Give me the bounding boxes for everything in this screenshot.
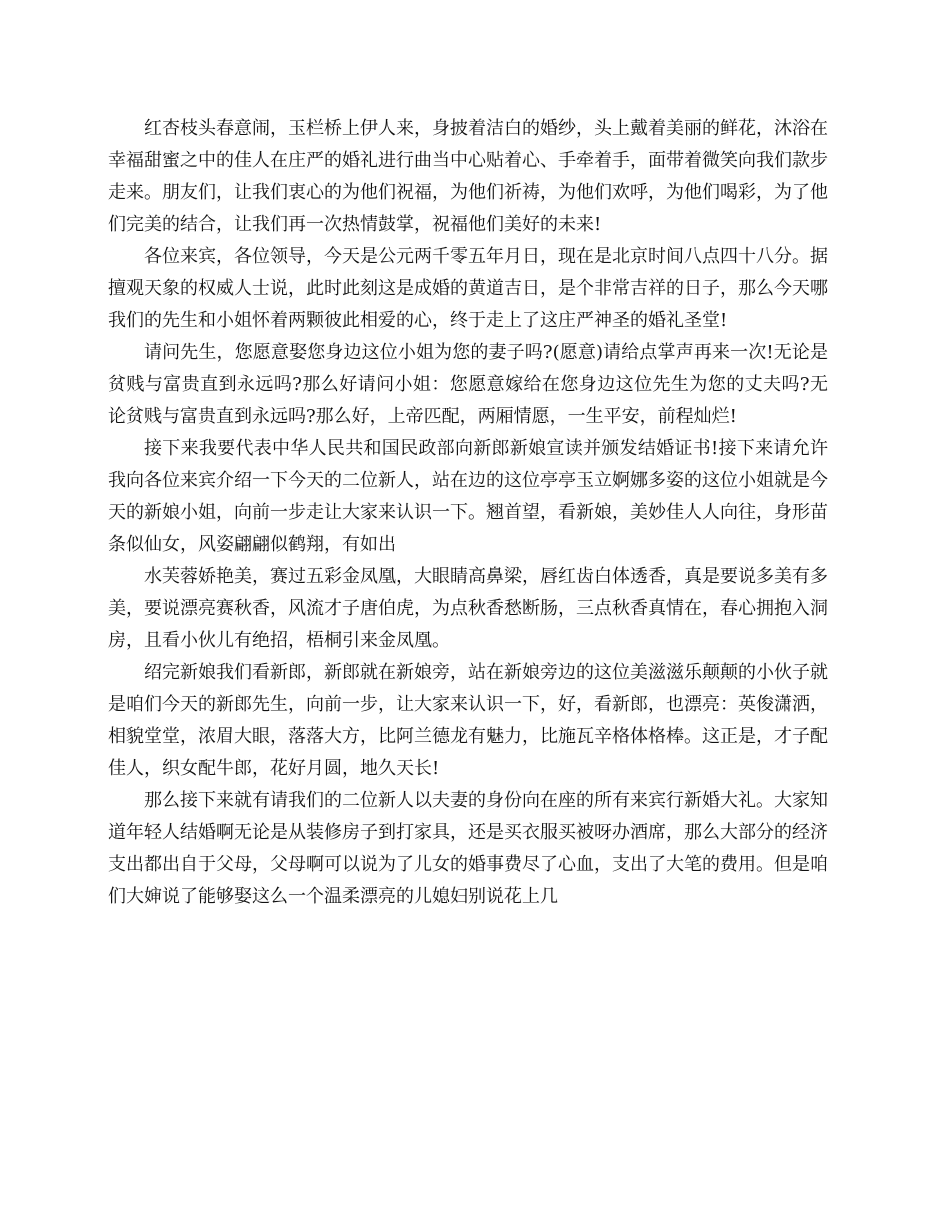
- paragraph-5: 水芙蓉娇艳美，赛过五彩金凤凰，大眼睛高鼻梁，唇红齿白体透香，真是要说多美有多美，要说漂亮赛秋香，风流才子唐伯虎，为点秋香愁断肠，三点秋香真情在，春心拥抱入洞房，且看小伙儿有绝招，梧桐引来金凤凰。: [108, 566, 828, 651]
- document-body: [108, 113, 828, 913]
- paragraph-1: 红杏枝头春意闹，玉栏桥上伊人来，身披着洁白的婚纱，头上戴着美丽的鲜花，沐浴在幸福甜蜜之中的佳人在庄严的婚礼进行曲当中心贴着心、手牵着手，面带着微笑向我们款步走来。朋友们，让我们衷心的为他们祝福，为他们祈祷，为他们欢呼，为他们喝彩，为了他们完美的结合，让我们再一次热情鼓掌，祝福他们美好的未来!: [108, 118, 828, 235]
- paragraph-7: 那么接下来就有请我们的二位新人以夫妻的身份向在座的所有来宾行新婚大礼。大家知道年轻人结婚啊无论是从装修房子到打家具，还是买衣服买被呀办酒席，那么大部分的经济支出都出自于父母，父母啊可以说为了儿女的婚事费尽了心血，支出了大笔的费用。但是咱们大婶说了能够娶这么一个温柔漂亮的儿媳妇别说花上几: [108, 790, 828, 907]
- paragraph-2: 各位来宾，各位领导，今天是公元两千零五年月日，现在是北京时间八点四十八分。据擅观天象的权威人士说，此时此刻这是成婚的黄道吉日，是个非常吉祥的日子，那么今天哪我们的先生和小姐怀着两颗彼此相爱的心，终于走上了这庄严神圣的婚礼圣堂!: [108, 246, 828, 331]
- paragraph-3: 请问先生，您愿意娶您身边这位小姐为您的妻子吗?(愿意)请给点掌声再来一次!无论是贫贱与富贵直到永远吗?那么好请问小姐：您愿意嫁给在您身边这位先生为您的丈夫吗?无论贫贱与富贵直到永远吗?那么好，上帝匹配，两厢情愿，一生平安，前程灿烂!: [108, 342, 828, 427]
- paragraph-6: 绍完新娘我们看新郎，新郎就在新娘旁，站在新娘旁边的这位美滋滋乐颠颠的小伙子就是咱们今天的新郎先生，向前一步，让大家来认识一下，好，看新郎，也漂亮：英俊潇洒，相貌堂堂，浓眉大眼，落落大方，比阿兰德龙有魅力，比施瓦辛格体格棒。这正是，才子配佳人，织女配牛郎，花好月圆，地久天长!: [108, 662, 828, 779]
- paragraph-4: 接下来我要代表中华人民共和国民政部向新郎新娘宣读并颁发结婚证书!接下来请允许我向各位来宾介绍一下今天的二位新人，站在边的这位亭亭玉立婀娜多姿的这位小姐就是今天的新娘小姐，向前一步走让大家来认识一下。翘首望，看新娘，美妙佳人人向往，身形苗条似仙女，风姿翩翩似鹤翔，有如出: [108, 438, 828, 555]
